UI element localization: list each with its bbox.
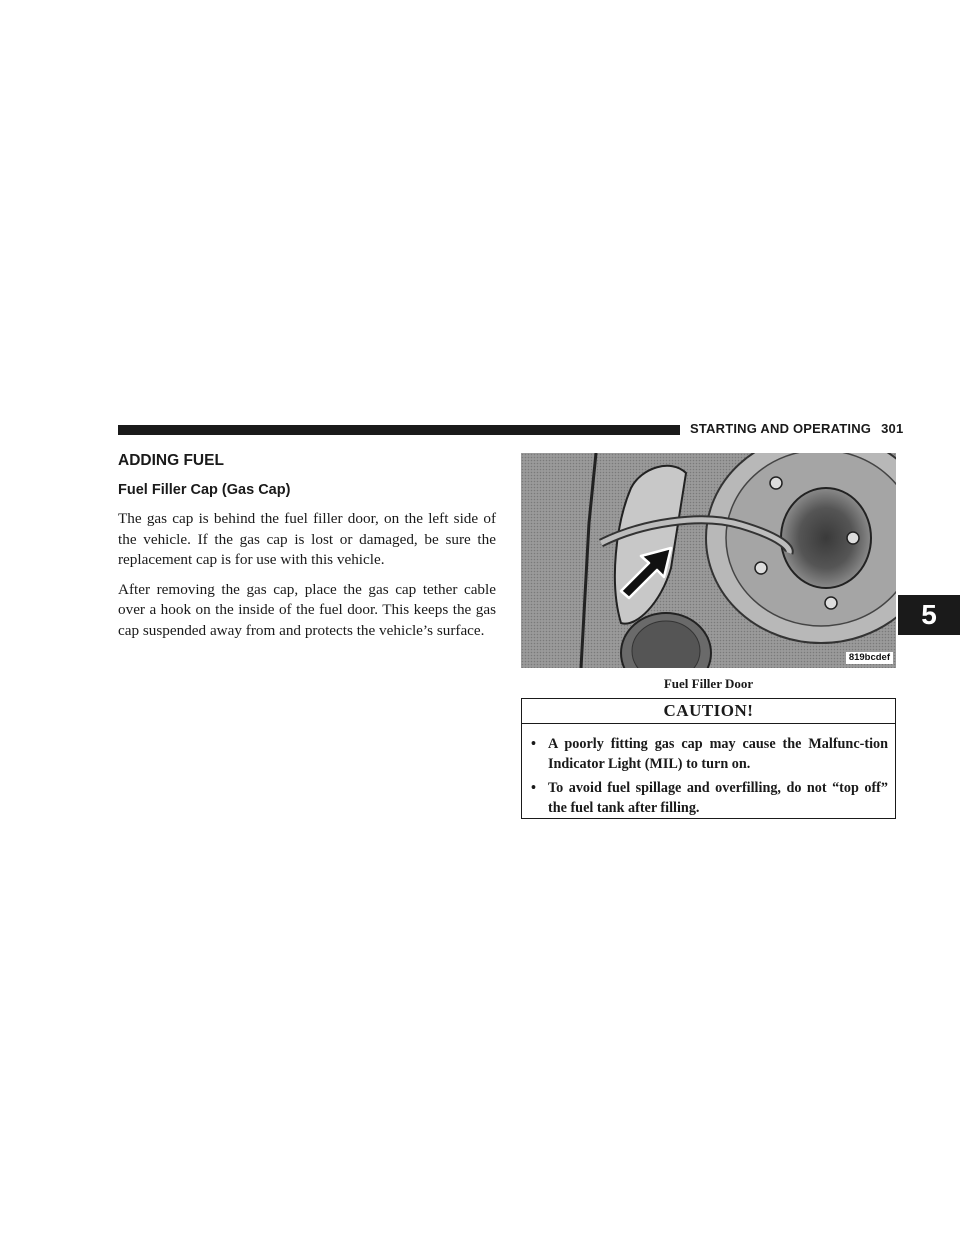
caution-item [531,735,888,774]
caution-text: A poorly fitting gas cap may cause the Malfunc-tion Indicator Light (MIL) to turn on. [548,736,888,772]
main-text-column [118,452,496,650]
caution-text: To avoid fuel spillage and overfilling, do not “top off” the fuel tank after filling. [548,780,888,816]
header-section: STARTING AND OPERATING [690,421,872,436]
caution-box [521,698,896,819]
figure-caption: Fuel Filler Door [663,676,754,691]
figure-code: 819bcdef [846,652,893,664]
paragraph-tether-cable: After removing the gas cap, place the gas cap tether cable over a hook on the inside of the fuel door. This keeps the gas cap suspended away from and protects the vehicle’s surface. [118,580,496,639]
fuel-door-illustration [521,453,896,668]
section-title: ADDING FUEL [118,452,224,469]
paragraph-gas-cap-location: The gas cap is behind the fuel filler door, on the left side of the vehicle. If the gas cap is lost or damaged, be sure the replacement cap is for use with this vehicle. [118,510,496,568]
running-header [690,421,903,436]
chapter-tab: 5 [898,595,960,635]
subsection-title: Fuel Filler Cap (Gas Cap) [118,482,291,498]
caution-list [522,724,895,818]
bullet-icon: • [531,736,536,752]
caution-title: CAUTION! [522,699,895,724]
fuel-filler-door-figure [521,453,896,668]
page-number: 301 [881,421,904,436]
caution-item [531,779,888,818]
bullet-icon: • [531,780,536,796]
header-rule [118,425,680,435]
